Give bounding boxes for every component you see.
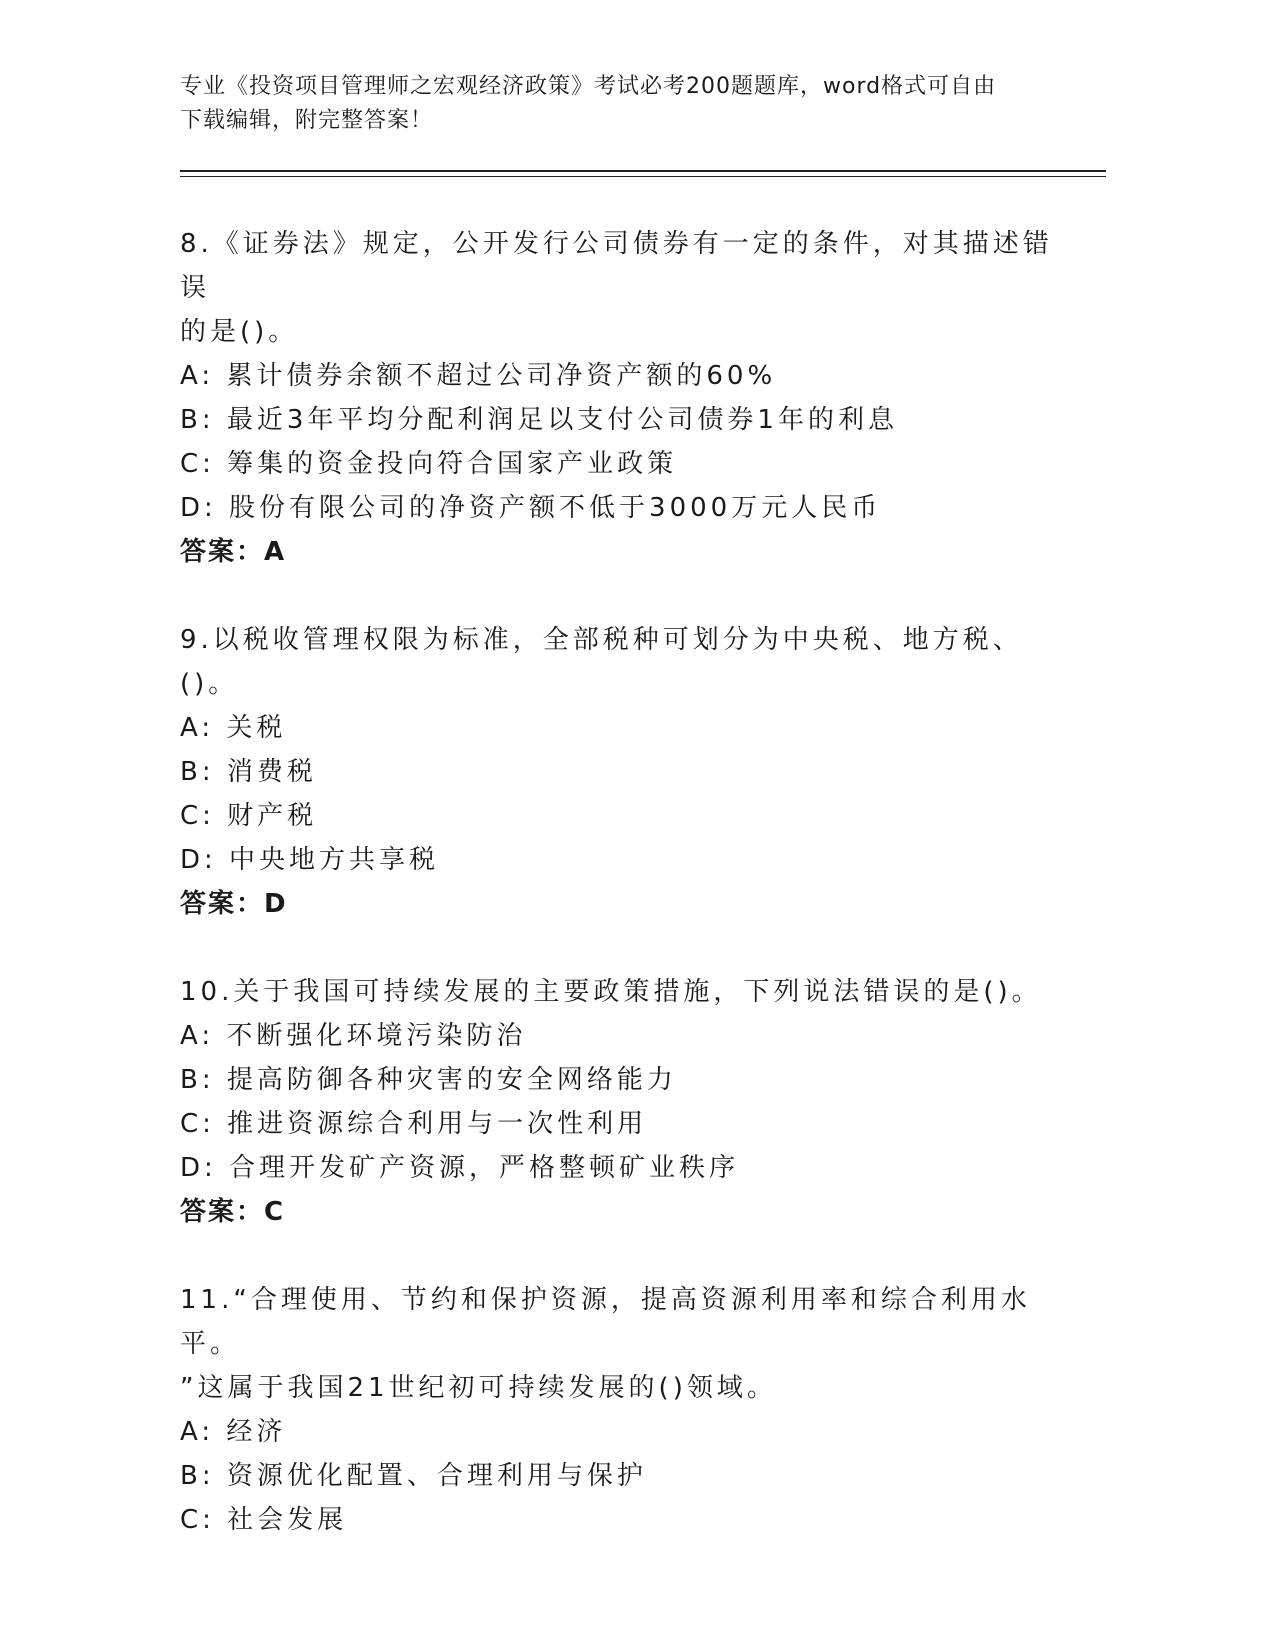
option-a: A: 经济: [180, 1417, 287, 1447]
question-stem-continued: 的是()。: [180, 317, 299, 347]
question-list: [180, 222, 1080, 1586]
option-c: C: 财产税: [180, 801, 318, 831]
option-a: A: 关税: [180, 713, 287, 743]
question-stem-continued: ”这属于我国21世纪初可持续发展的()领域。: [180, 1373, 777, 1403]
option-b: B: 资源优化配置、合理利用与保护: [180, 1461, 647, 1491]
option-c: C: 推进资源综合利用与一次性利用: [180, 1109, 648, 1139]
answer-text: 答案：C: [180, 1197, 286, 1227]
option-a: A: 不断强化环境污染防治: [180, 1021, 527, 1051]
answer-text: 答案：A: [180, 537, 287, 567]
question-stem: 11.“合理使用、节约和保护资源，提高资源利用率和综合利用水平。: [180, 1285, 1031, 1359]
question-stem: 9.以税收管理权限为标准，全部税种可划分为中央税、地方税、()。: [180, 625, 1023, 699]
option-c: C: 社会发展: [180, 1505, 348, 1535]
question-item: [180, 222, 1080, 574]
option-c: C: 筹集的资金投向符合国家产业政策: [180, 449, 678, 479]
header-divider-thick: [180, 170, 1106, 172]
answer-text: 答案：D: [180, 889, 288, 919]
header-line-1: 专业《投资项目管理师之宏观经济政策》考试必考200题题库，word格式可自由: [180, 74, 997, 99]
option-d: D: 合理开发矿产资源，严格整顿矿业秩序: [180, 1153, 740, 1183]
option-a: A: 累计债券余额不超过公司净资产额的60%: [180, 361, 777, 391]
document-header: [180, 70, 1060, 138]
question-item: [180, 618, 1080, 926]
header-divider-thin: [180, 176, 1106, 177]
question-stem: 10.关于我国可持续发展的主要政策措施，下列说法错误的是()。: [180, 977, 1042, 1007]
option-b: B: 消费税: [180, 757, 317, 787]
header-line-2: 下载编辑，附完整答案！: [180, 108, 434, 133]
question-stem: 8.《证券法》规定，公开发行公司债券有一定的条件，对其描述错误: [180, 229, 1053, 303]
question-item: [180, 1278, 1080, 1542]
option-d: D: 中央地方共享税: [180, 845, 440, 875]
option-d: D: 股份有限公司的净资产额不低于3000万元人民币: [180, 493, 882, 523]
question-item: [180, 970, 1080, 1234]
option-b: B: 提高防御各种灾害的安全网络能力: [180, 1065, 677, 1095]
option-b: B: 最近3年平均分配利润足以支付公司债券1年的利息: [180, 405, 898, 435]
